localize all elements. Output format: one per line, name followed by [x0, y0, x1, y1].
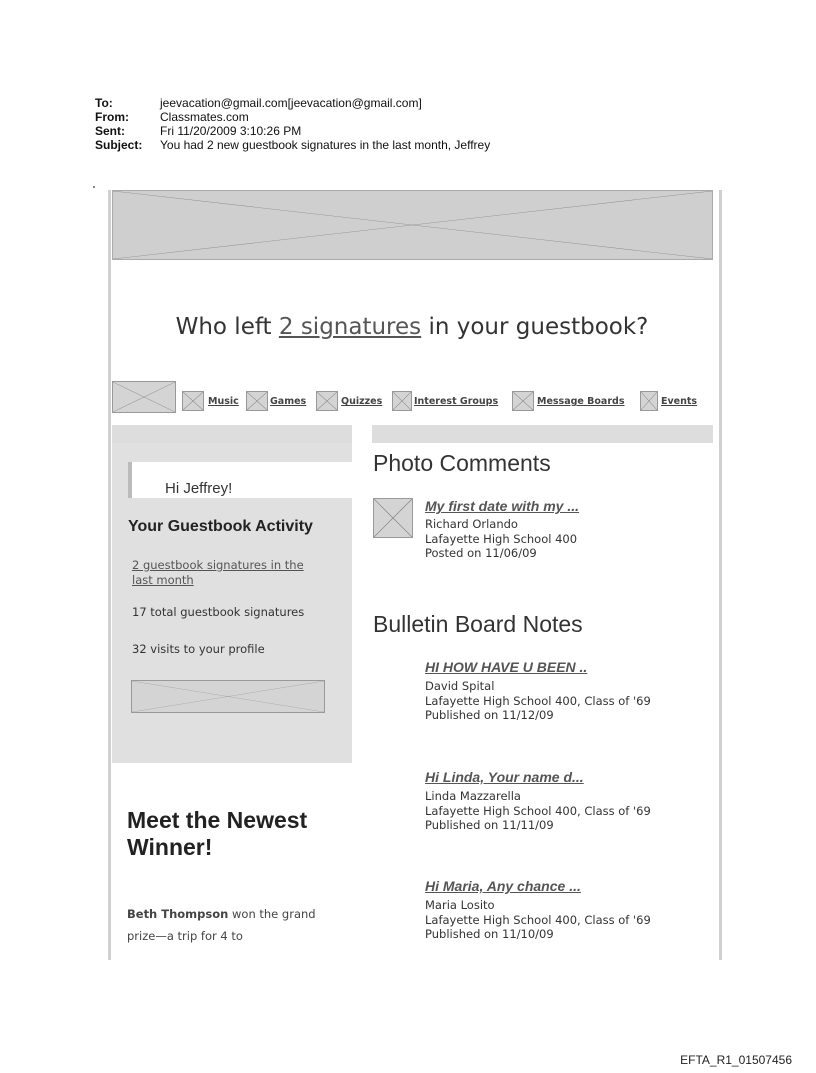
photo-comments-title: Photo Comments	[373, 450, 551, 476]
greeting: Hi Jeffrey!	[165, 480, 233, 497]
document-id: EFTA_R1_01507456	[680, 1053, 792, 1067]
photo-comment-meta	[425, 517, 577, 561]
banner-image-placeholder	[112, 190, 713, 260]
bulletin-item-title-link[interactable]: Hi Maria, Any chance ...	[425, 878, 581, 894]
sent-label: Sent:	[95, 124, 125, 138]
games-icon	[246, 391, 268, 411]
photo-comment-school: Lafayette High School 400	[425, 531, 578, 546]
quizzes-icon	[316, 391, 338, 411]
total-signatures: 17 total guestbook signatures	[132, 605, 305, 619]
section-divider-strip	[112, 425, 713, 443]
guestbook-title: Your Guestbook Activity	[128, 518, 313, 535]
winner-title: Meet the Newest Winner!	[127, 807, 308, 860]
to-label: To:	[95, 96, 113, 110]
photo-comment-name: Richard Orlando	[425, 517, 518, 531]
bulletin-item-school: Lafayette High School 400, Class of '69	[425, 693, 651, 708]
bulletin-item-meta	[425, 898, 651, 942]
from-value: Classmates.com	[160, 110, 249, 124]
logo-image-placeholder	[112, 381, 176, 413]
bulletin-item-title-link[interactable]: HI HOW HAVE U BEEN ..	[425, 659, 588, 675]
email-header	[95, 96, 490, 152]
nav-interest-groups[interactable]: Interest Groups	[414, 396, 499, 407]
profile-visits: 32 visits to your profile	[132, 642, 265, 656]
sent-value: Fri 11/20/2009 3:10:26 PM	[160, 124, 302, 138]
subject-label: Subject:	[95, 138, 143, 152]
bulletin-item-meta	[425, 679, 651, 723]
headline-before: Who left	[175, 314, 279, 340]
bulletin-item-name: Maria Losito	[425, 898, 495, 912]
bulletin-item-title-link[interactable]: Hi Linda, Your name d...	[425, 769, 584, 785]
bulletin-title: Bulletin Board Notes	[373, 611, 583, 637]
message-boards-icon	[512, 391, 534, 411]
bulletin-item-school: Lafayette High School 400, Class of '69	[425, 803, 651, 818]
bulletin-item-meta	[425, 789, 651, 833]
bulletin-item-name: David Spital	[425, 679, 495, 693]
bulletin-item-date: Published on 11/11/09	[425, 818, 554, 832]
winner-description: won the grand prize—a trip for 4 to	[127, 907, 316, 943]
winner-text	[127, 903, 327, 947]
interest-groups-icon	[392, 391, 412, 411]
music-icon	[182, 391, 204, 411]
photo-comment-date: Posted on 11/06/09	[425, 546, 537, 560]
nav-events[interactable]: Events	[661, 396, 698, 407]
bulletin-item-date: Published on 11/10/09	[425, 927, 554, 941]
headline-after: in your guestbook?	[421, 314, 649, 340]
subject-value: You had 2 new guestbook signatures in the last month, Jeffrey	[160, 138, 491, 152]
from-label: From:	[95, 110, 129, 124]
nav-quizzes[interactable]: Quizzes	[341, 396, 383, 407]
winner-name: Beth Thompson	[127, 907, 229, 921]
signatures-link[interactable]: 2 signatures	[278, 314, 422, 340]
bulletin-item-name: Linda Mazzarella	[425, 789, 521, 803]
panel-gap	[352, 425, 372, 443]
stray-dot	[93, 186, 95, 188]
to-value: jeevacation@gmail.com[jeevacation@gmail.com]	[160, 96, 422, 110]
nav-music[interactable]: Music	[208, 396, 239, 407]
photo-comment-title-link[interactable]: My first date with my ...	[425, 498, 580, 514]
photo-thumbnail[interactable]	[373, 498, 413, 538]
bulletin-item-school: Lafayette High School 400, Class of '69	[425, 912, 651, 927]
headline	[112, 314, 712, 340]
events-icon	[640, 391, 658, 411]
greeting-box	[128, 462, 352, 498]
nav-games[interactable]: Games	[270, 396, 307, 407]
guestbook-button-image[interactable]	[131, 680, 325, 713]
new-signatures-link[interactable]: 2 guestbook signatures in the last month	[132, 558, 304, 587]
bulletin-item-date: Published on 11/12/09	[425, 708, 554, 722]
nav-message-boards[interactable]: Message Boards	[537, 396, 625, 407]
